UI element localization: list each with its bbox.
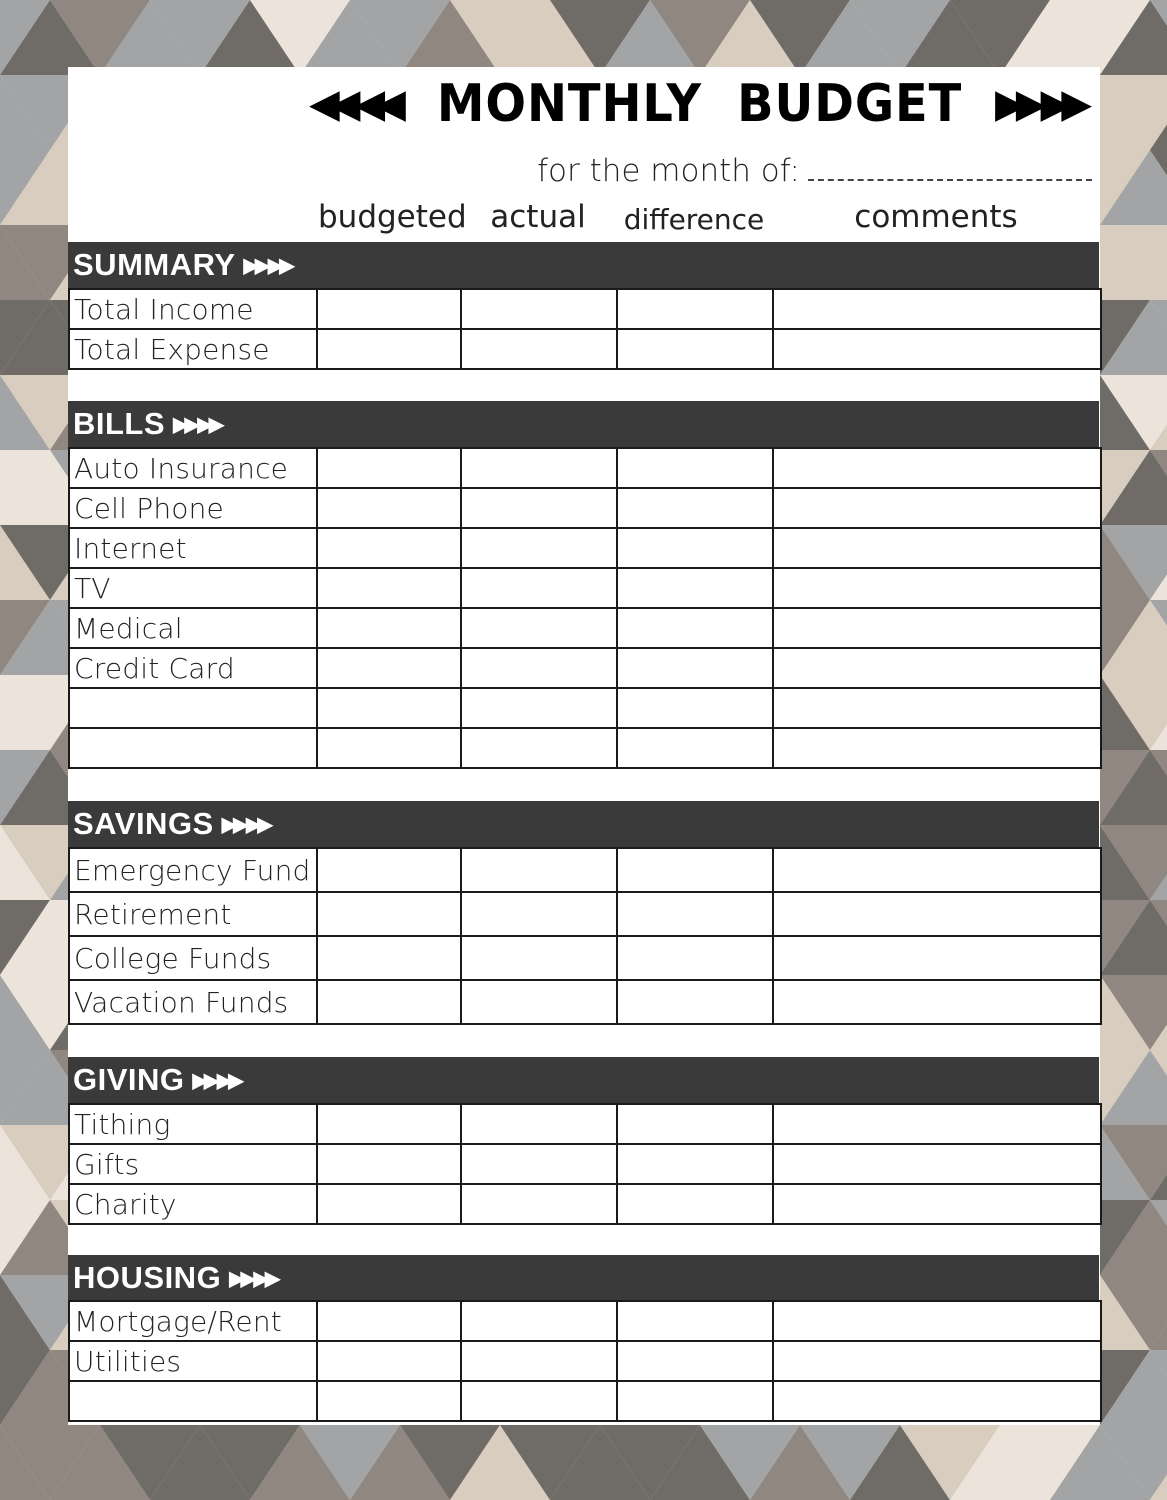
budget-sheet (68, 67, 1100, 1425)
comments-cell[interactable] (773, 936, 1101, 980)
giving-table (68, 1103, 1102, 1225)
row-label[interactable] (69, 728, 317, 768)
actual-cell[interactable] (461, 1184, 617, 1224)
actual-cell[interactable] (461, 488, 617, 528)
difference-cell[interactable] (617, 1381, 773, 1421)
difference-cell[interactable] (617, 1184, 773, 1224)
table-row (69, 688, 1101, 728)
budgeted-cell[interactable] (317, 980, 461, 1024)
difference-cell[interactable] (617, 289, 773, 329)
double-right-arrow-icon: ▶▶ ▶▶ (995, 81, 1082, 127)
table-row (69, 608, 1101, 648)
comments-cell[interactable] (773, 608, 1101, 648)
actual-cell[interactable] (461, 848, 617, 892)
row-label: Charity (69, 1184, 317, 1224)
comments-cell[interactable] (773, 688, 1101, 728)
difference-cell[interactable] (617, 528, 773, 568)
comments-cell[interactable] (773, 1381, 1101, 1421)
difference-cell[interactable] (617, 1341, 773, 1381)
section-header-summary: SUMMARY ▶▶ ▶▶ (68, 242, 1099, 288)
row-label[interactable] (69, 688, 317, 728)
actual-cell[interactable] (461, 892, 617, 936)
difference-cell[interactable] (617, 936, 773, 980)
budgeted-cell[interactable] (317, 608, 461, 648)
bills-table (68, 447, 1102, 769)
difference-cell[interactable] (617, 568, 773, 608)
difference-cell[interactable] (617, 648, 773, 688)
chevrons-icon: ▶▶ ▶▶ (221, 814, 269, 836)
row-label: Internet (69, 528, 317, 568)
comments-cell[interactable] (773, 1144, 1101, 1184)
table-row (69, 329, 1101, 369)
page-title (309, 69, 1082, 139)
table-row (69, 488, 1101, 528)
budgeted-cell[interactable] (317, 848, 461, 892)
comments-cell[interactable] (773, 1104, 1101, 1144)
actual-cell[interactable] (461, 648, 617, 688)
comments-cell[interactable] (773, 448, 1101, 488)
table-row (69, 528, 1101, 568)
comments-cell[interactable] (773, 1301, 1101, 1341)
difference-cell[interactable] (617, 1144, 773, 1184)
budgeted-cell[interactable] (317, 1104, 461, 1144)
budgeted-cell[interactable] (317, 1301, 461, 1341)
row-label[interactable] (69, 1381, 317, 1421)
row-label: Credit Card (69, 648, 317, 688)
row-label: Emergency Fund (69, 848, 317, 892)
comments-cell[interactable] (773, 329, 1101, 369)
budgeted-cell[interactable] (317, 892, 461, 936)
column-header-budgeted: budgeted (318, 199, 467, 235)
row-label: TV (69, 568, 317, 608)
chevrons-icon: ▶▶ ▶▶ (229, 1268, 277, 1290)
actual-cell[interactable] (461, 1144, 617, 1184)
budgeted-cell[interactable] (317, 1341, 461, 1381)
month-field[interactable] (537, 153, 1092, 189)
section-header-bills: BILLS ▶▶ ▶▶ (68, 401, 1099, 447)
double-left-arrow-icon: ◀◀ ◀◀ (308, 81, 396, 127)
budgeted-cell[interactable] (317, 528, 461, 568)
budgeted-cell[interactable] (317, 1381, 461, 1421)
savings-table (68, 847, 1102, 1025)
table-row (69, 848, 1101, 892)
difference-cell[interactable] (617, 688, 773, 728)
comments-cell[interactable] (773, 648, 1101, 688)
difference-cell[interactable] (617, 892, 773, 936)
table-row (69, 568, 1101, 608)
actual-cell[interactable] (461, 728, 617, 768)
actual-cell[interactable] (461, 1381, 617, 1421)
budgeted-cell[interactable] (317, 1144, 461, 1184)
comments-cell[interactable] (773, 488, 1101, 528)
budgeted-cell[interactable] (317, 289, 461, 329)
difference-cell[interactable] (617, 448, 773, 488)
difference-cell[interactable] (617, 1104, 773, 1144)
row-label: Utilities (69, 1341, 317, 1381)
row-label: Tithing (69, 1104, 317, 1144)
budgeted-cell[interactable] (317, 688, 461, 728)
comments-cell[interactable] (773, 848, 1101, 892)
table-row (69, 1341, 1101, 1381)
budgeted-cell[interactable] (317, 488, 461, 528)
difference-cell[interactable] (617, 608, 773, 648)
comments-cell[interactable] (773, 728, 1101, 768)
section-header-savings: SAVINGS ▶▶ ▶▶ (68, 801, 1099, 847)
difference-cell[interactable] (617, 848, 773, 892)
table-row (69, 892, 1101, 936)
table-row (69, 980, 1101, 1024)
difference-cell[interactable] (617, 488, 773, 528)
row-label: College Funds (69, 936, 317, 980)
row-label: Gifts (69, 1144, 317, 1184)
row-label: Medical (69, 608, 317, 648)
table-row (69, 289, 1101, 329)
actual-cell[interactable] (461, 1341, 617, 1381)
chevrons-icon: ▶▶ ▶▶ (192, 1070, 240, 1092)
budgeted-cell[interactable] (317, 329, 461, 369)
budgeted-cell[interactable] (317, 728, 461, 768)
budgeted-cell[interactable] (317, 568, 461, 608)
row-label: Vacation Funds (69, 980, 317, 1024)
month-blank-line[interactable] (808, 157, 1092, 181)
actual-cell[interactable] (461, 688, 617, 728)
difference-cell[interactable] (617, 728, 773, 768)
actual-cell[interactable] (461, 448, 617, 488)
table-row (69, 936, 1101, 980)
budgeted-cell[interactable] (317, 1184, 461, 1224)
table-row (69, 1381, 1101, 1421)
difference-cell[interactable] (617, 980, 773, 1024)
difference-cell[interactable] (617, 329, 773, 369)
actual-cell[interactable] (461, 936, 617, 980)
comments-cell[interactable] (773, 980, 1101, 1024)
comments-cell[interactable] (773, 289, 1101, 329)
budgeted-cell[interactable] (317, 648, 461, 688)
table-row (69, 1144, 1101, 1184)
table-row (69, 1301, 1101, 1341)
housing-table (68, 1300, 1102, 1422)
row-label: Total Expense (69, 329, 317, 369)
comments-cell[interactable] (773, 892, 1101, 936)
actual-cell[interactable] (461, 289, 617, 329)
row-label: Retirement (69, 892, 317, 936)
comments-cell[interactable] (773, 1341, 1101, 1381)
column-header-actual: actual (490, 199, 586, 235)
comments-cell[interactable] (773, 568, 1101, 608)
month-label: for the month of: (537, 153, 800, 189)
table-row (69, 1104, 1101, 1144)
budgeted-cell[interactable] (317, 448, 461, 488)
table-row (69, 728, 1101, 768)
column-header-comments: comments (854, 199, 1018, 235)
section-header-giving: GIVING ▶▶ ▶▶ (68, 1057, 1099, 1103)
actual-cell[interactable] (461, 528, 617, 568)
table-row (69, 648, 1101, 688)
difference-cell[interactable] (617, 1301, 773, 1341)
comments-cell[interactable] (773, 1184, 1101, 1224)
actual-cell[interactable] (461, 1104, 617, 1144)
table-row (69, 448, 1101, 488)
summary-table (68, 288, 1102, 370)
row-label: Auto Insurance (69, 448, 317, 488)
actual-cell[interactable] (461, 980, 617, 1024)
actual-cell[interactable] (461, 1301, 617, 1341)
chevrons-icon: ▶▶ ▶▶ (243, 255, 291, 277)
title-text: MONTHLY BUDGET (436, 74, 963, 134)
row-label: Cell Phone (69, 488, 317, 528)
column-header-difference: difference (623, 203, 765, 236)
budgeted-cell[interactable] (317, 936, 461, 980)
row-label: Mortgage/Rent (69, 1301, 317, 1341)
table-row (69, 1184, 1101, 1224)
chevrons-icon: ▶▶ ▶▶ (173, 414, 221, 436)
actual-cell[interactable] (461, 568, 617, 608)
actual-cell[interactable] (461, 608, 617, 648)
actual-cell[interactable] (461, 329, 617, 369)
row-label: Total Income (69, 289, 317, 329)
section-header-housing: HOUSING ▶▶ ▶▶ (68, 1255, 1099, 1301)
comments-cell[interactable] (773, 528, 1101, 568)
